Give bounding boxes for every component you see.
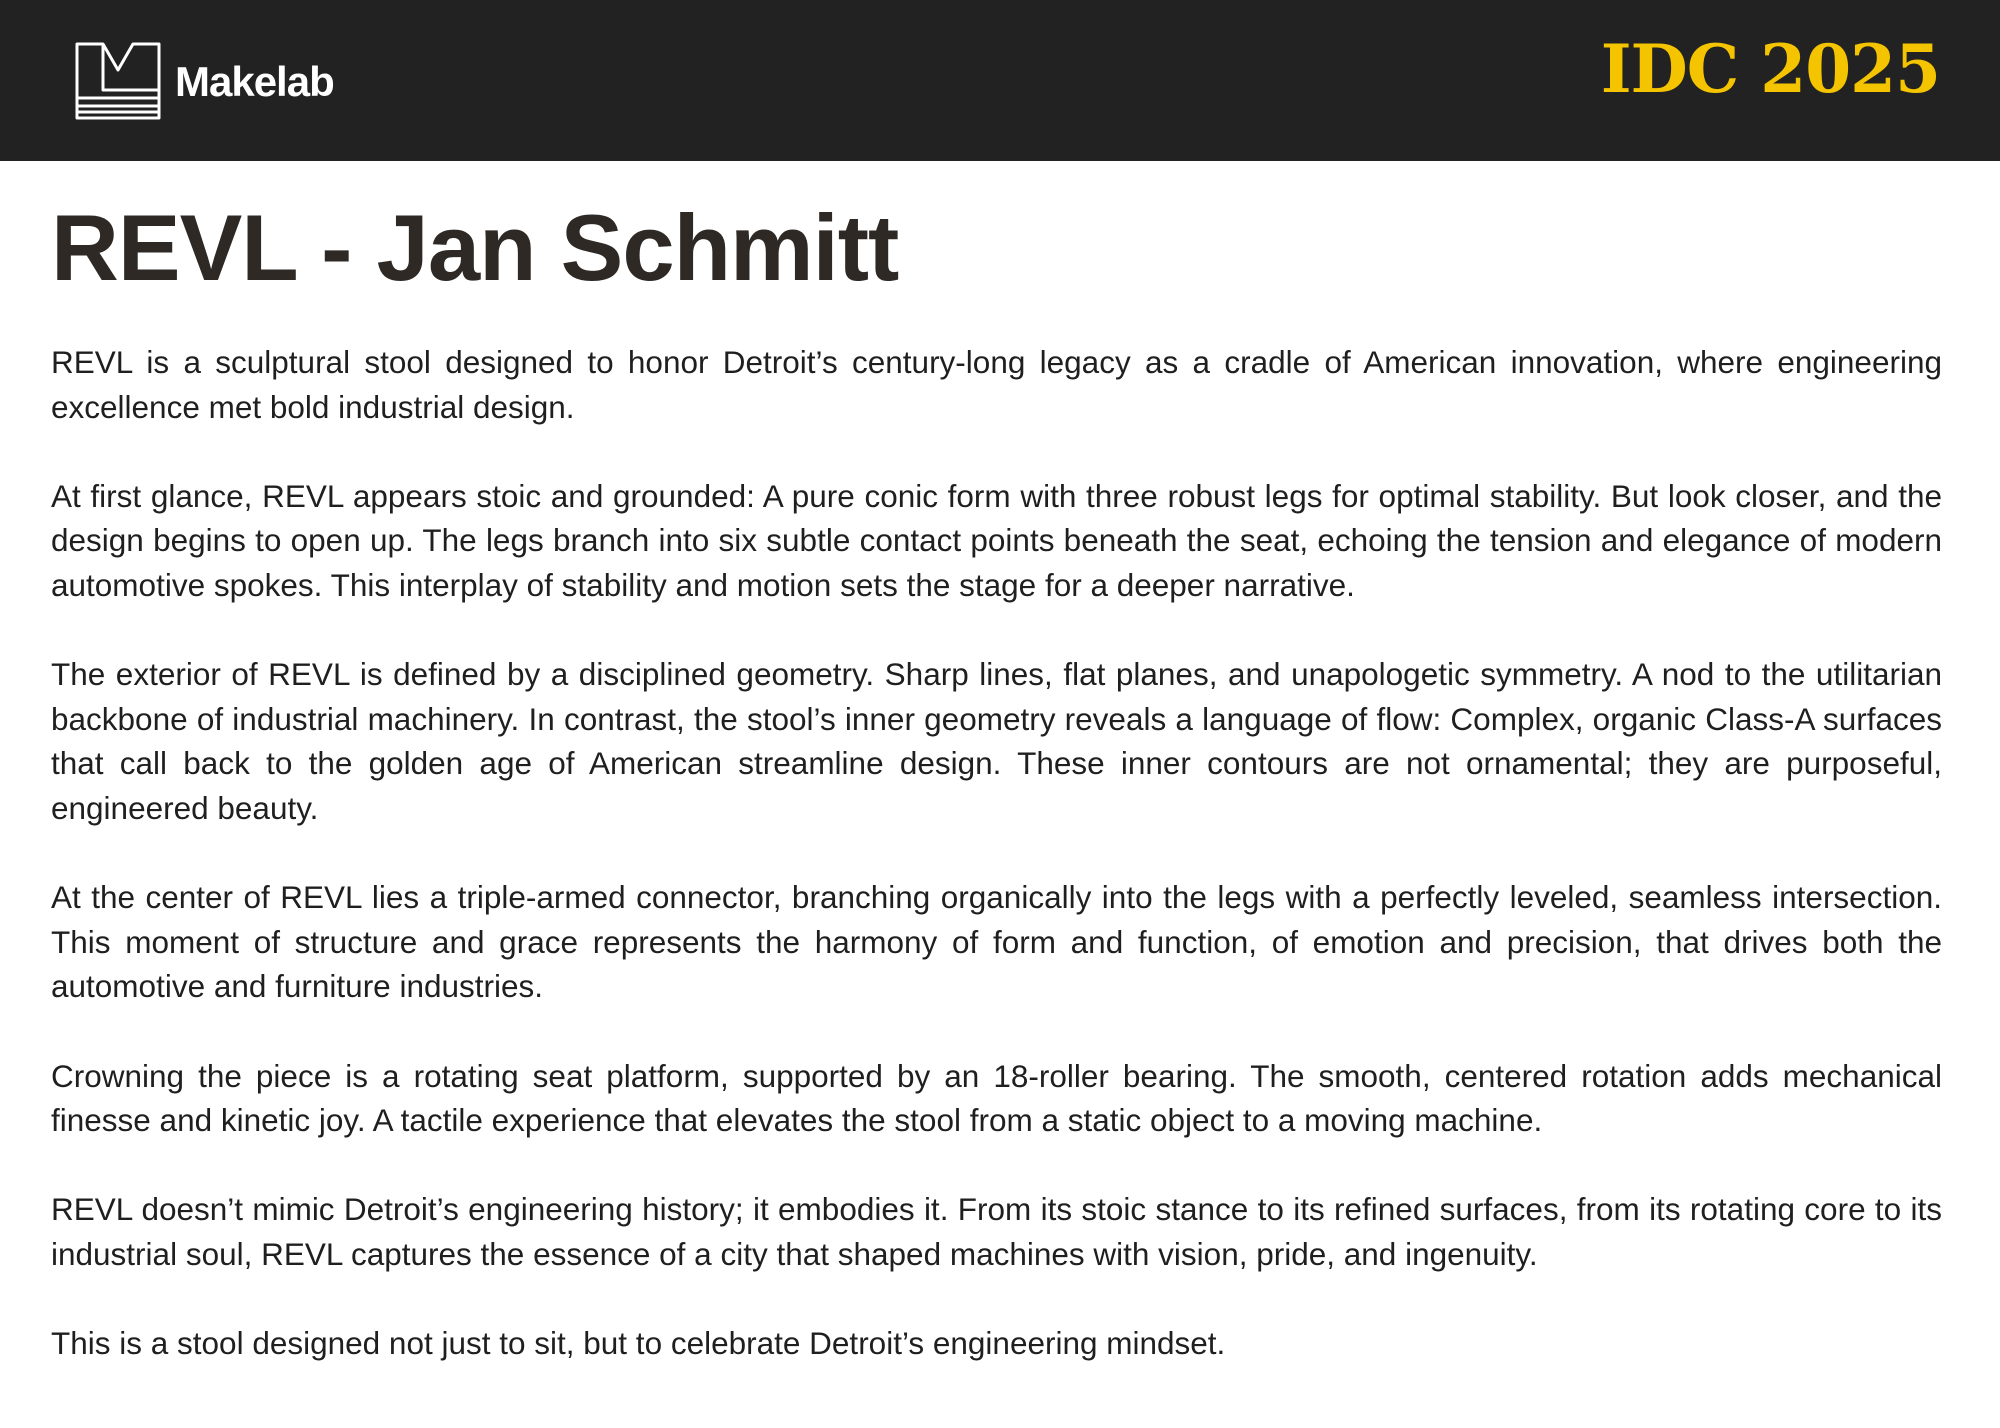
paragraph: At first glance, REVL appears stoic and grounded: A pure conic form with three robust legs for optimal stability. But look closer, and the design begins to open up. The legs branch into six subtle contact points beneath the seat, echoing the tension and elegance of modern automotive spokes. This interplay of stability and motion sets the stage for a deeper narrative. [51, 477, 1942, 603]
paragraph: This is a stool designed not just to sit, but to celebrate Detroit’s engineering mindset. [51, 1325, 1226, 1362]
paragraph: At the center of REVL lies a triple-armed connector, branching organically into the legs with a perfectly leveled, seamless intersection. This moment of structure and grace represents the harmony of form and function, of emotion and precision, that drives both the automotive and furniture industries. [51, 879, 1942, 1005]
article [51, 195, 1942, 1366]
article-body [51, 340, 1942, 1366]
paragraph: REVL is a sculptural stool designed to honor Detroit’s century-long legacy as a cradle of American innovation, where engineering excellence met bold industrial design. [51, 344, 1942, 425]
paragraph: Crowning the piece is a rotating seat platform, supported by an 18-roller bearing. The smooth, centered rotation adds mechanical finesse and kinetic joy. A tactile experience that elevates the stool from a static object to a moving machine. [51, 1057, 1942, 1139]
header-bar [0, 0, 2000, 161]
makelab-logo-icon [75, 42, 161, 120]
page-title: REVL - Jan Schmitt [51, 195, 899, 300]
paragraph: The exterior of REVL is defined by a disciplined geometry. Sharp lines, flat planes, and unapologetic symmetry. A nod to the utilitarian backbone of industrial machinery. In contrast, the stool’s inner geometry reveals a language of flow: Complex, organic Class-A surfaces that call back to the golden age of American streamline design. These inner contours are not ornamental; they are purposeful, engineered beauty. [51, 656, 1942, 826]
event-label: IDC 2025 [1600, 30, 1940, 108]
brand [75, 42, 334, 120]
brand-name: Makelab [175, 58, 334, 105]
paragraph: REVL doesn’t mimic Detroit’s engineering history; it embodies it. From its stoic stance to its refined surfaces, from its rotating core to its industrial soul, REVL captures the essence of a city that shaped machines with vision, pride, and ingenuity. [51, 1191, 1942, 1272]
